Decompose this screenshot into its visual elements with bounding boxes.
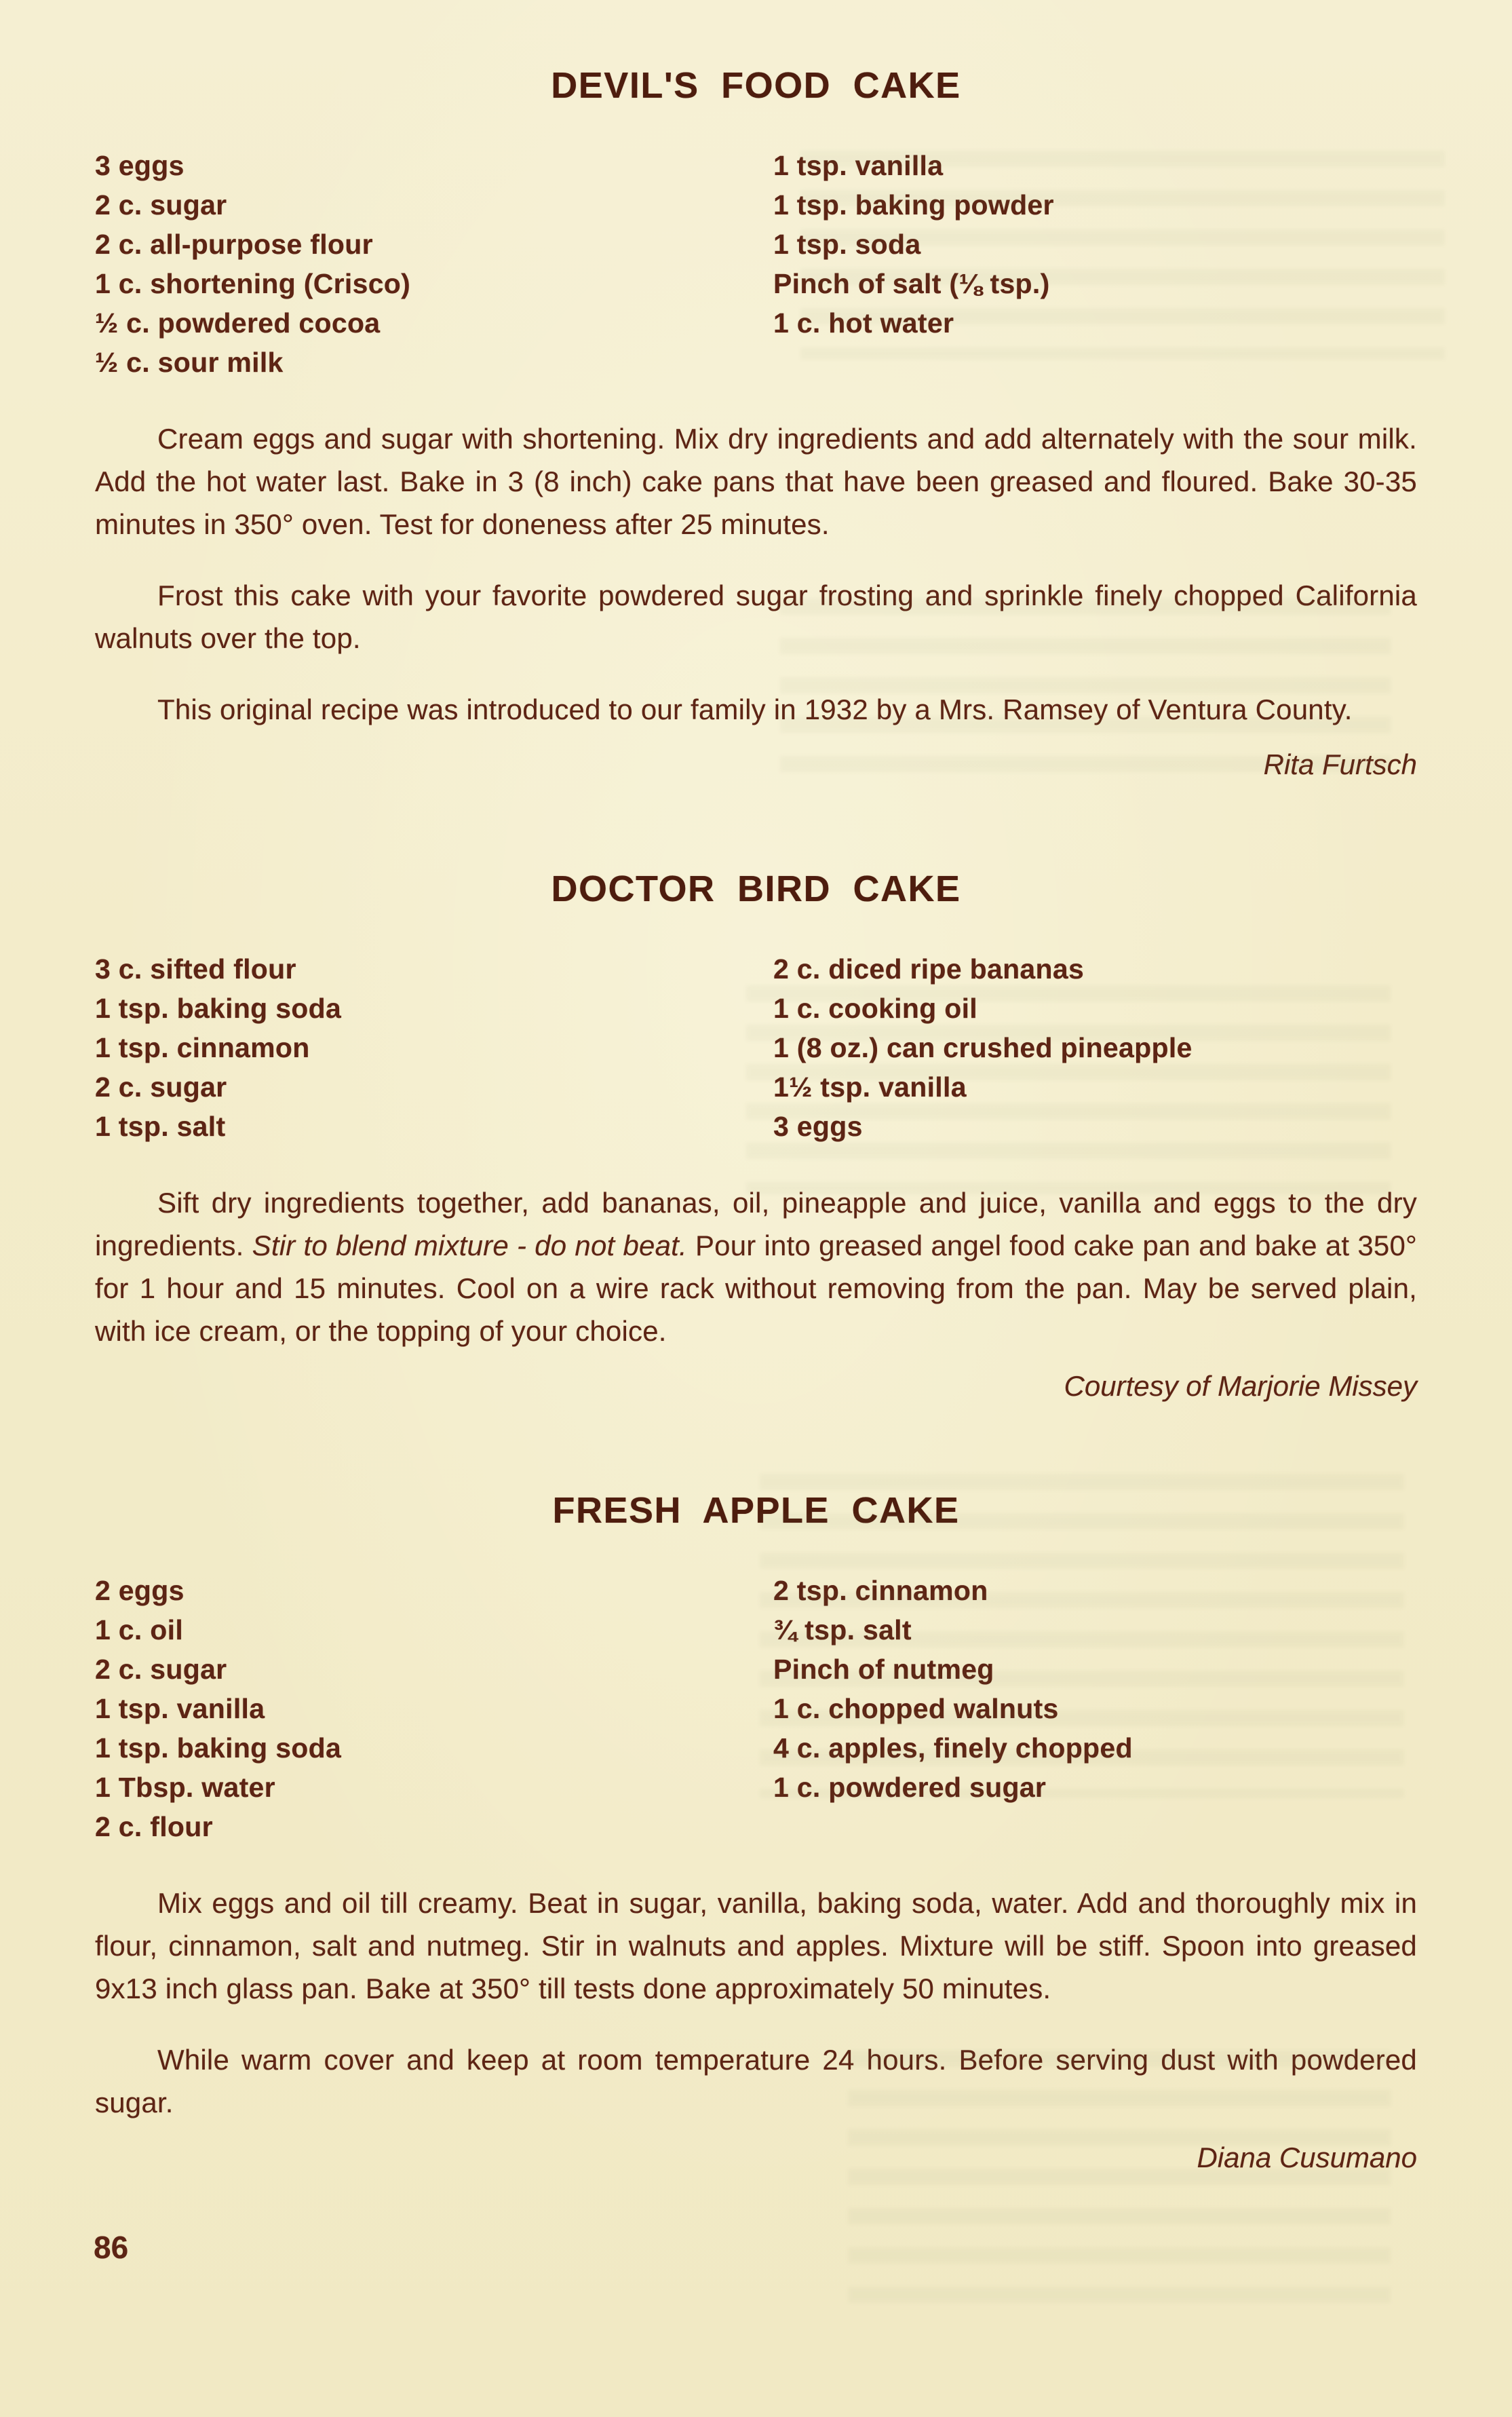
ingredient-item: 1 tsp. baking powder [773,189,1054,221]
ingredient-item: 1 tsp. baking soda [95,1732,342,1764]
ingredient-item: 2 eggs [95,1575,185,1606]
recipe-title: DOCTOR BIRD CAKE [551,869,961,909]
ingredient-list [95,146,1417,382]
recipe-attribution: Rita Furtsch [1263,748,1417,780]
instruction-emphasis: Stir to blend mixture - do not beat. [252,1230,687,1261]
recipe-fresh-apple-cake [95,1489,1417,2174]
ingredient-column-right [773,949,1417,1146]
instruction-text: Pour into greased angel food cake pan and bake at 350° for 1 hour and 15 minutes. Cool on a wire rack without removing from the pan. May be served plain, with ice cream, or the topping of your choice. [95,1230,1417,1347]
ingredient-item: 3 eggs [95,150,185,181]
ingredient-item: 3 c. sifted flour [95,953,296,985]
recipe-title: DEVIL'S FOOD CAKE [551,65,961,106]
recipe-doctor-bird-cake [95,868,1417,1403]
ingredient-item: 2 c. sugar [95,189,227,221]
ingredient-column-right [773,146,1417,343]
ingredient-item: ½ c. powdered cocoa [95,307,381,339]
ingredient-item: 2 c. diced ripe bananas [773,953,1085,985]
ingredient-column-left [95,949,773,1146]
recipe-attribution: Diana Cusumano [1197,2142,1417,2173]
page-number: 86 [94,2230,129,2265]
ingredient-item: 2 tsp. cinnamon [773,1575,988,1606]
recipe-title: FRESH APPLE CAKE [552,1490,960,1531]
note-paragraph: This original recipe was introduced to our family in 1932 by a Mrs. Ramsey of Ventura County. [157,693,1353,725]
ingredient-item: ¾ tsp. salt [773,1614,912,1645]
recipe-attribution: Courtesy of Marjorie Missey [1064,1370,1417,1402]
ingredient-column-left [95,1571,773,1846]
ingredient-item: 2 c. sugar [95,1071,227,1103]
ingredient-column-right [773,1571,1417,1807]
instruction-paragraph: Cream eggs and sugar with shortening. Mix dry ingredients and add alternately with the sour milk. Add the hot water last. Bake in 3 (8 inch) cake pans that have been greased and floured. Bake 30-35 minutes in 350° oven. Test for doneness after 25 minutes. [95,423,1417,540]
ingredient-item: 1 c. cooking oil [773,993,977,1024]
ingredient-item: 2 c. flour [95,1811,213,1842]
ingredient-item: Pinch of salt (⅛ tsp.) [773,268,1050,299]
instruction-paragraph: Frost this cake with your favorite powdered sugar frosting and sprinkle finely chopped California walnuts over the top. [95,579,1417,654]
ingredient-item: ½ c. sour milk [95,347,284,378]
ingredient-item: 1 tsp. baking soda [95,993,342,1024]
recipe-devils-food-cake [95,64,1417,781]
ingredient-item: 1 tsp. vanilla [773,150,944,181]
instruction-text: Sift dry ingredients together, add bananas, oil, pineapple and juice, vanilla and eggs to the dry ingredients. [95,1187,1417,1261]
ingredient-item: 1½ tsp. vanilla [773,1071,967,1103]
ingredient-item: 1 Tbsp. water [95,1772,275,1803]
ingredient-list [95,949,1417,1146]
instruction-paragraph: While warm cover and keep at room temperature 24 hours. Before serving dust with powdered sugar. [95,2044,1417,2118]
ingredient-item: 4 c. apples, finely chopped [773,1732,1133,1764]
instruction-paragraph [95,1181,1417,1352]
ingredient-item: 3 eggs [773,1111,863,1142]
ingredient-item: 1 c. hot water [773,307,954,339]
ingredient-item: 1 tsp. soda [773,229,921,260]
ingredient-list [95,1571,1417,1846]
ingredient-column-left [95,146,773,382]
ingredient-item: 1 c. powdered sugar [773,1772,1047,1803]
ingredient-item: 1 tsp. salt [95,1111,226,1142]
ingredient-item: 1 tsp. cinnamon [95,1032,310,1063]
ingredient-item: Pinch of nutmeg [773,1654,994,1685]
ingredient-item: 2 c. all-purpose flour [95,229,373,260]
ingredient-item: 1 c. shortening (Crisco) [95,268,411,299]
ingredient-item: 1 c. oil [95,1614,184,1645]
instruction-paragraph: Mix eggs and oil till creamy. Beat in sugar, vanilla, baking soda, water. Add and thoroughly mix in flour, cinnamon, salt and nutmeg. Stir in walnuts and apples. Mixture will be stiff. Spoon into greased 9x13 inch glass pan. Bake at 350° till tests done approximately 50 minutes. [95,1887,1417,2004]
ingredient-item: 2 c. sugar [95,1654,227,1685]
ingredient-item: 1 tsp. vanilla [95,1693,265,1724]
ingredient-item: 1 (8 oz.) can crushed pineapple [773,1032,1193,1063]
ingredient-item: 1 c. chopped walnuts [773,1693,1059,1724]
